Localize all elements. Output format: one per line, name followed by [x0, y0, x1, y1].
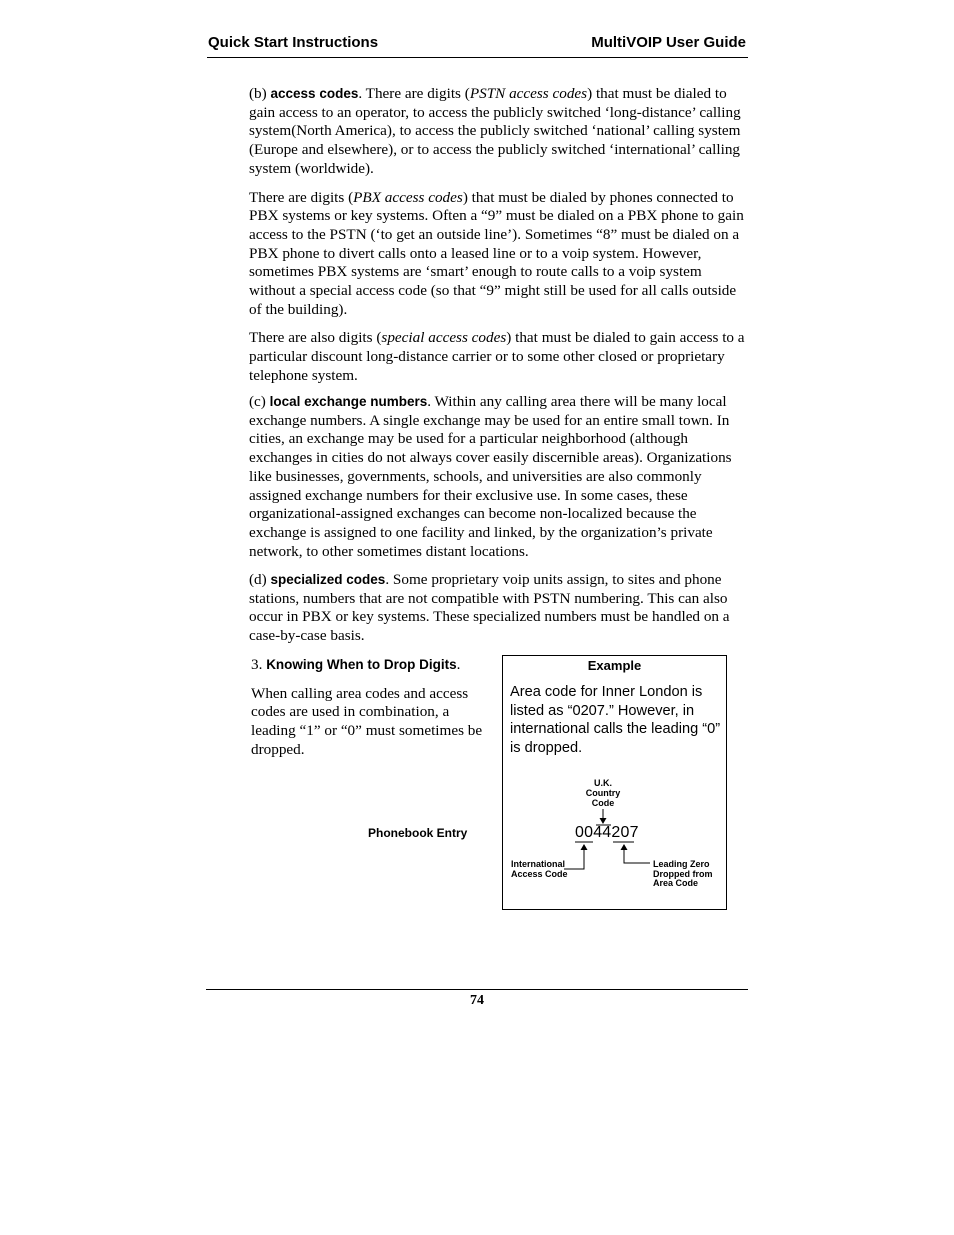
uk-label-line-3: Code: [591, 798, 615, 808]
zero-label-line-1: Leading Zero: [653, 859, 710, 869]
section-b-text-1b: ) that must be dialed to gain access to an operator, to access the publicly switched ‘long-distance’ calling system(North America), to access the publicly switched ‘national’ calling system (Europe and elsewhere), or to access the publicly switched ‘international’ calling system (worldwide).: [249, 85, 741, 177]
intl-label-line-1: International: [511, 859, 566, 869]
step-3-lead-end: .: [456, 656, 461, 673]
step-3-text: When calling area codes and access codes are used in combination, a leading “1” or “0” must sometimes be dropped.: [251, 684, 483, 758]
leading-zero-arrow: [613, 842, 650, 863]
intl-arrow-line: [564, 848, 584, 869]
step-3: [251, 656, 496, 770]
section-b-text-2b: ) that must be dialed by phones connected to PBX systems or key systems. Often a “9” must be dialed on a PBX phone to gain access to the PSTN (‘to get an outside line’). Sometimes “8” must be dialed on a PBX phone to divert calls onto a leased line or to a voip system. However, sometimes PBX systems are ‘smart’ enough to route calls to a voip system without a special access code (so that “9” might still be used for all calls outside of the building).: [249, 188, 744, 318]
zero-label-line-2: Dropped from: [653, 868, 713, 879]
header-section-title: Quick Start Instructions: [208, 34, 379, 51]
page-header: [207, 33, 748, 58]
section-c-text: . Within any calling area there will be many local exchange numbers. A single exchange may be used for an entire small town. In cities, an exchange may be used for a particular neighborhood (although exchanges in cities do not always cover easily discernible areas). Organizations like businesses, governments, schools, and universities are also commonly assigned exchange numbers for their exclusive use. In some cases, these organizational-assigned exchanges can become non-localized because the exchange is assigned to one facility and linked, by the organization’s private network, to other sometimes distant locations.: [249, 393, 732, 560]
phonebook-number: 0044207: [575, 824, 639, 841]
zero-arrow-line: [624, 848, 650, 863]
zero-label-line-3: Area Code: [653, 878, 699, 889]
uk-country-code-arrow: [596, 809, 611, 825]
section-d: [249, 571, 749, 656]
section-b: [249, 85, 749, 396]
section-b-paragraph-3: [249, 329, 749, 385]
section-b-marker: (b): [249, 85, 271, 102]
section-b-text-3b: ) that must be dialed to gain access to a particular discount long-distance carrier or to some other closed or proprietary telephone system.: [249, 329, 745, 384]
section-b-paragraph-1: [249, 85, 749, 179]
section-b-paragraph-2: [249, 189, 749, 320]
section-b-text-3a: There are also digits (: [249, 329, 382, 347]
section-b-term-special: special access codes: [381, 329, 507, 347]
page-number: 74: [470, 993, 484, 1008]
example-box: [502, 655, 727, 910]
footer-rule: [206, 989, 748, 990]
phonebook-entry-label: Phonebook Entry: [368, 826, 468, 840]
header-document-title: MultiVOIP User Guide: [591, 34, 746, 51]
section-d-marker: (d): [249, 571, 271, 588]
step-3-marker: 3.: [251, 656, 267, 673]
intl-label-line-2: Access Code: [511, 868, 568, 879]
section-d-text: . Some proprietary voip units assign, to sites and phone stations, numbers that are not compatible with PSTN numbering. This can also occur in PBX or key systems. These specialized numbers must be handled on a case-by-case basis.: [249, 571, 730, 645]
step-3-heading: [251, 656, 496, 675]
section-c-marker: (c): [249, 393, 270, 410]
section-b-term-pstn: PSTN access codes: [469, 85, 588, 102]
section-d-paragraph: [249, 571, 749, 646]
uk-label-line-1: U.K.: [594, 778, 612, 788]
digit-diagram: [503, 656, 726, 909]
example-body: Area code for Inner London is listed as “0207.” However, in international calls the leading “0” is dropped.: [510, 684, 721, 756]
section-c-paragraph: [249, 393, 749, 561]
section-b-text-1a: . There are digits (: [358, 85, 470, 102]
section-b-lead: access codes: [270, 86, 359, 101]
uk-arrow-head: [600, 818, 607, 824]
section-d-lead: specialized codes: [270, 572, 386, 587]
section-b-term-pbx: PBX access codes: [353, 188, 463, 206]
international-access-code-arrow: [564, 842, 593, 869]
section-b-text-2a: There are digits (: [249, 188, 354, 206]
section-c: [249, 393, 749, 571]
section-c-lead: local exchange numbers: [269, 394, 428, 409]
step-3-lead: Knowing When to Drop Digits: [266, 657, 457, 672]
uk-label-line-2: Country: [585, 788, 621, 798]
example-title: Example: [587, 658, 642, 673]
intl-arrow-head: [581, 844, 588, 850]
zero-arrow-head: [621, 844, 628, 850]
